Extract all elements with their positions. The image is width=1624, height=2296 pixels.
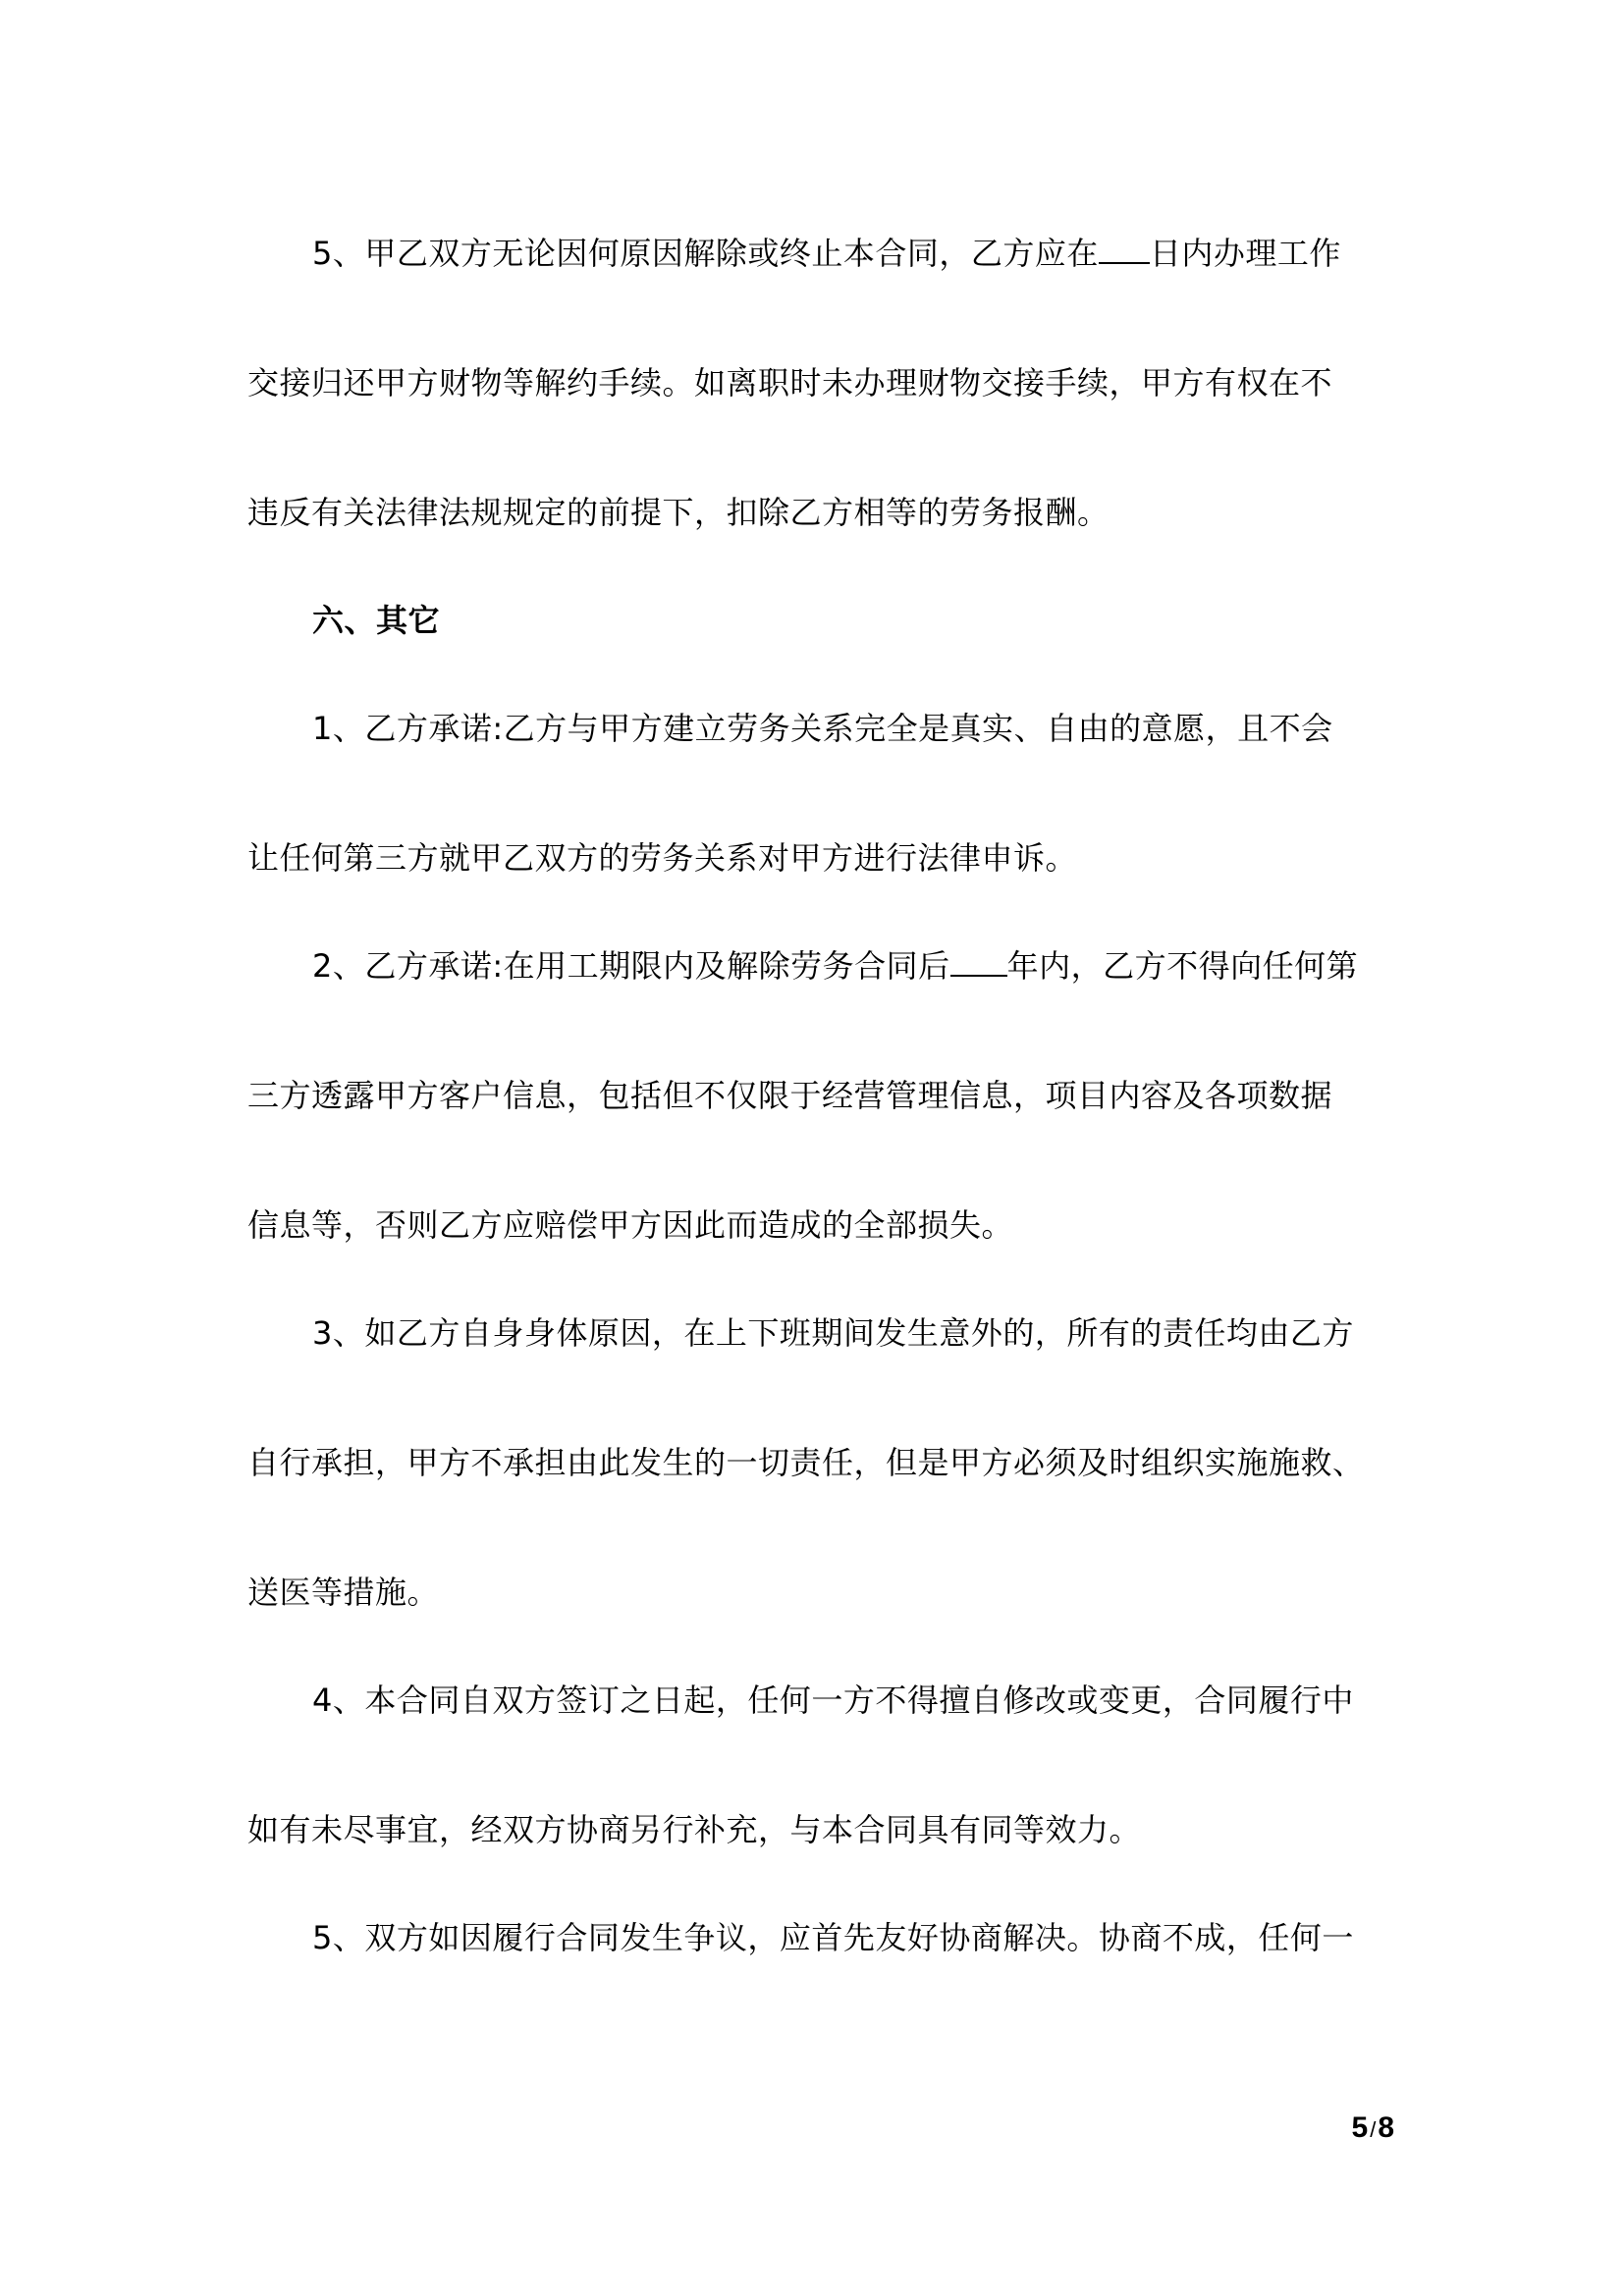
- paragraph-line: 交接归还甲方财物等解约手续。如离职时未办理财物交接手续，甲方有权在不: [247, 364, 1333, 401]
- total-pages: 8: [1378, 2111, 1394, 2144]
- paragraph-line: 三方透露甲方客户信息，包括但不仅限于经营管理信息，项目内容及各项数据: [247, 1077, 1333, 1114]
- paragraph-line: 信息等，否则乙方应赔偿甲方因此而造成的全部损失。: [247, 1206, 1014, 1244]
- paragraph-line: 1、乙方承诺:乙方与甲方建立劳务关系完全是真实、自由的意愿，且不会: [312, 710, 1333, 747]
- line-text: 日内办理工作: [1149, 235, 1341, 272]
- blank-field: [950, 947, 1007, 977]
- section-heading: 六、其它: [312, 602, 441, 639]
- paragraph-line: 5、双方如因履行合同发生争议，应首先友好协商解决。协商不成，任何一: [312, 1919, 1354, 1956]
- paragraph-line: 4、本合同自双方签订之日起，任何一方不得擅自修改或变更，合同履行中: [312, 1682, 1354, 1719]
- line-text: 年内，乙方不得向任何第: [1006, 947, 1359, 985]
- page-separator: /: [1370, 2117, 1377, 2142]
- line-text: 5、甲乙双方无论因何原因解除或终止本合同，乙方应在: [312, 235, 1099, 272]
- paragraph-line: 自行承担，甲方不承担由此发生的一切责任，但是甲方必须及时组织实施施救、: [247, 1444, 1365, 1481]
- paragraph-line: [312, 946, 1406, 986]
- current-page: 5: [1351, 2111, 1369, 2144]
- paragraph-line: 3、如乙方自身身体原因，在上下班期间发生意外的，所有的责任均由乙方: [312, 1314, 1354, 1352]
- paragraph-line: [312, 234, 1406, 273]
- paragraph-line: 如有未尽事宜，经双方协商另行补充，与本合同具有同等效力。: [247, 1811, 1142, 1848]
- page-number: [1316, 2110, 1394, 2148]
- blank-field: [1099, 235, 1150, 264]
- paragraph-line: 送医等措施。: [247, 1574, 440, 1611]
- paragraph-line: 违反有关法律法规规定的前提下，扣除乙方相等的劳务报酬。: [247, 494, 1110, 531]
- paragraph-line: 让任何第三方就甲乙双方的劳务关系对甲方进行法律申诉。: [247, 839, 1078, 877]
- line-text: 2、乙方承诺:在用工期限内及解除劳务合同后: [312, 947, 950, 985]
